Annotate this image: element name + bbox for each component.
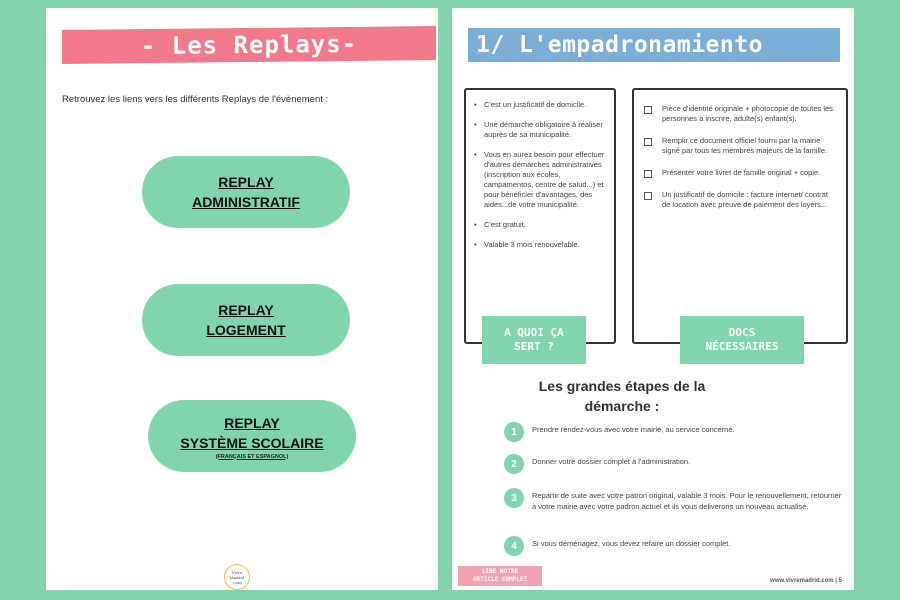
intro-text: Retrouvez les liens vers les différents Replays de l'évènement : [62, 94, 329, 105]
replay-scolaire-line2: SYSTÈME SCOLAIRE [180, 434, 324, 451]
checkbox-icon[interactable] [644, 106, 652, 114]
step-number-badge: 1 [504, 422, 524, 442]
left-page [46, 8, 438, 590]
logo-line1: Vivre [231, 569, 243, 575]
checklist-text: Présenter votre livret de famille original + copie. [662, 168, 821, 177]
step-item [504, 454, 844, 474]
step-item [504, 422, 844, 442]
tag-line1: DOCS [728, 326, 756, 339]
tag-line2: SERT ? [514, 340, 554, 353]
checkbox-icon[interactable] [644, 138, 652, 146]
step-text: Prendre rendez-vous avec votre mairie, au service concerné. [532, 425, 735, 434]
a-quoi-ca-sert-tag [482, 316, 586, 364]
vivre-madrid-logo [224, 564, 250, 590]
list-item: • Vous en aurez besoin pour effectuer d'autres démarches administratives (inscription aux écoles, campamentos, centre de salud...) et pour bénéficier d'avantages, des aides...de votre municipalité. [474, 150, 608, 210]
list-item: • Une démarche obligatoire à réaliser auprès de sa municipalité. [474, 120, 608, 140]
checklist-text: Pièce d'identité originale + photocopie de toutes les personnes à inscrire, adulte(s) enfant(s). [662, 104, 833, 123]
step-number-badge: 4 [504, 536, 524, 556]
steps-heading [512, 376, 732, 416]
replay-systeme-scolaire-button[interactable] [148, 400, 356, 472]
logo-line3: .com [232, 579, 242, 585]
a-quoi-ca-sert-box [464, 88, 616, 344]
replays-title: - Les Replays- [140, 29, 358, 61]
checkbox-icon[interactable] [644, 170, 652, 178]
replays-title-banner [62, 26, 436, 64]
list-item: • C'est gratuit. [474, 220, 608, 230]
tag-line1: A QUOI ÇA [504, 326, 564, 339]
steps-heading-line2: démarche : [584, 398, 660, 414]
right-page [452, 8, 854, 590]
docs-necessaires-tag [680, 316, 804, 364]
read-article-link[interactable] [458, 566, 542, 586]
empadronamiento-title-banner [468, 28, 840, 62]
read-article-line2: ARTICLE COMPLET [472, 576, 528, 583]
step-text: Donner votre dossier complet à l'administration. [532, 457, 691, 466]
replay-administratif-button[interactable] [142, 156, 350, 228]
tag-line2: NÉCESSAIRES [705, 340, 779, 353]
step-number-badge: 2 [504, 454, 524, 474]
replay-scolaire-subtitle: (FRANÇAIS ET ESPAGNOL) [215, 453, 289, 460]
replay-logement-button[interactable] [142, 284, 350, 356]
step-text: Repartir de suite avec votre patron original, valable 3 mois. Pour le renouvellement, retourner à votre mairie avec votre padron actuel et ils vous deliverons un nouveau actualisé. [532, 491, 842, 511]
step-text: Si vous déménagez, vous devez refaire un dossier complet. [532, 539, 731, 548]
step-item [504, 488, 844, 512]
documents-checklist [634, 90, 846, 210]
logo-line2: Madrid [229, 574, 245, 580]
replay-logement-line1: REPLAY [218, 302, 274, 318]
empadronamiento-title: 1/ L'empadronamiento [476, 32, 763, 58]
list-item: • Valable 3 mois renouvelable. [474, 240, 608, 250]
step-number-badge: 3 [504, 488, 524, 508]
read-article-line1: LIRE NOTRE [481, 568, 519, 575]
checkbox-icon[interactable] [644, 192, 652, 200]
checklist-item [642, 104, 838, 124]
list-item: • C'est un justificatif de domicile. [474, 100, 608, 110]
docs-necessaires-box [632, 88, 848, 344]
replay-administratif-line1: REPLAY [218, 174, 274, 190]
step-item [504, 536, 844, 556]
footer-url: www.vivremadrid.com | 5 [770, 578, 842, 584]
purpose-list [466, 90, 614, 250]
replay-logement-line2: LOGEMENT [206, 322, 286, 338]
checklist-item [642, 190, 838, 210]
replay-administratif-line2: ADMINISTRATIF [192, 194, 300, 210]
steps-heading-line1: Les grandes étapes de la [538, 378, 706, 394]
checklist-text: Remplir ce document officiel fourni par la mairie signé par tous les membres majeurs de la famille. [662, 136, 828, 155]
checklist-item [642, 136, 838, 156]
replay-scolaire-line1: REPLAY [224, 414, 280, 431]
checklist-text: Un justificatif de domicile : facture internet/ contrat de location avec preuve de paiement des loyers... [662, 190, 828, 209]
checklist-item [642, 168, 838, 178]
